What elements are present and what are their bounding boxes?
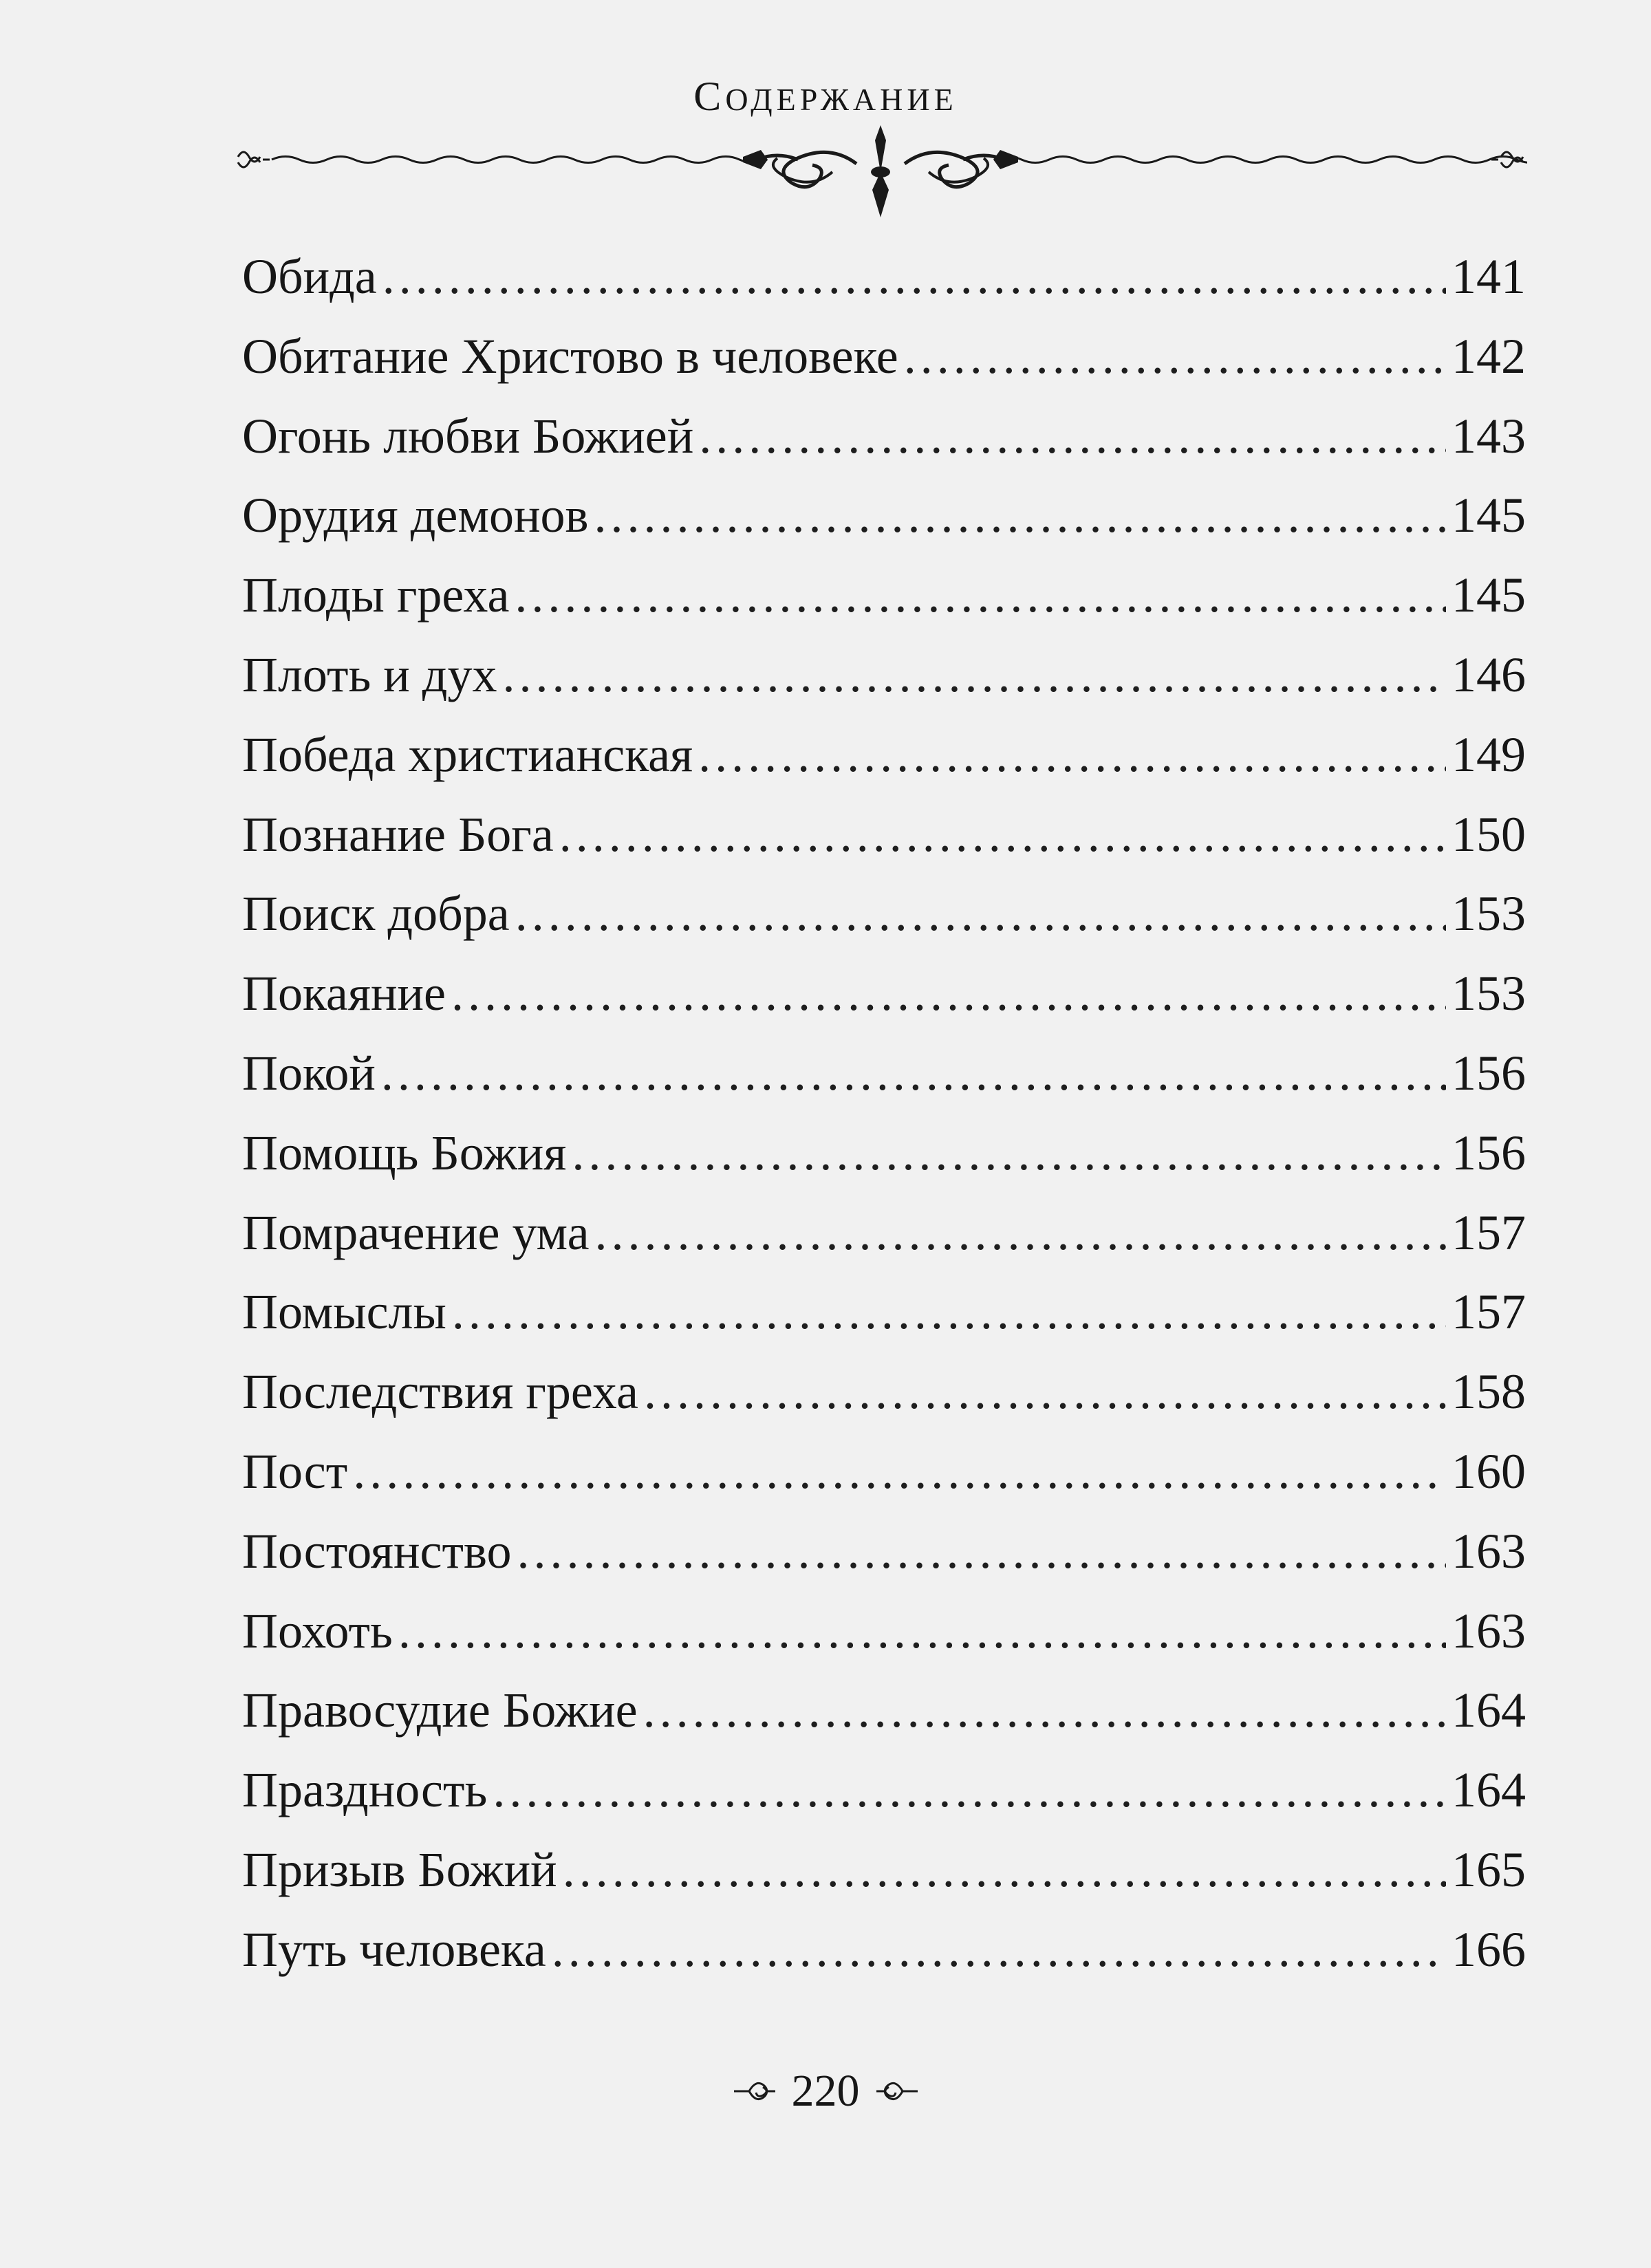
toc-entry-title: Познание Бога bbox=[242, 806, 554, 862]
toc-entry[interactable] bbox=[242, 1671, 1526, 1751]
toc-entry[interactable] bbox=[242, 476, 1526, 556]
dot-leader bbox=[515, 874, 1446, 953]
toc-entry-title: Плоть и дух bbox=[242, 647, 497, 702]
dot-leader bbox=[904, 317, 1446, 396]
dot-leader bbox=[699, 397, 1446, 476]
dot-leader bbox=[398, 1592, 1446, 1671]
dot-leader bbox=[382, 237, 1446, 316]
toc-entry[interactable] bbox=[242, 1194, 1526, 1273]
toc-entry[interactable] bbox=[242, 715, 1526, 795]
dot-leader bbox=[594, 476, 1446, 555]
running-head-initial: С bbox=[693, 74, 726, 119]
dot-leader bbox=[643, 1671, 1446, 1750]
dot-leader bbox=[502, 636, 1446, 715]
toc-entry-page: 153 bbox=[1452, 966, 1526, 1022]
toc-entry-page: 165 bbox=[1452, 1842, 1526, 1897]
toc-entry-title: Огонь любви Божией bbox=[242, 408, 694, 464]
toc-entry-title: Путь человека bbox=[242, 1921, 546, 1977]
dot-leader bbox=[698, 715, 1446, 795]
toc-entry-title: Помрачение ума bbox=[242, 1205, 590, 1260]
toc-entry-page: 143 bbox=[1452, 408, 1526, 464]
toc-entry-page: 142 bbox=[1452, 328, 1526, 384]
toc-entry-page: 145 bbox=[1452, 488, 1526, 543]
toc-entry-title: Покой bbox=[242, 1045, 376, 1101]
toc-entry[interactable] bbox=[242, 1592, 1526, 1672]
toc-entry[interactable] bbox=[242, 556, 1526, 636]
flourish-icon bbox=[731, 2074, 779, 2108]
dot-leader bbox=[381, 1034, 1446, 1113]
dot-leader bbox=[515, 556, 1446, 635]
toc-entry-title: Правосудие Божие bbox=[242, 1683, 638, 1738]
page-footer bbox=[0, 2060, 1651, 2122]
toc-entry-title: Призыв Божий bbox=[242, 1842, 557, 1897]
toc-entry-page: 160 bbox=[1452, 1443, 1526, 1499]
toc-entry[interactable] bbox=[242, 237, 1526, 317]
toc-entry-title: Последствия греха bbox=[242, 1364, 638, 1420]
fleuron-divider-icon bbox=[234, 122, 1527, 219]
dot-leader bbox=[563, 1830, 1446, 1910]
page-number: 220 bbox=[791, 2066, 860, 2116]
toc-entry-page: 157 bbox=[1452, 1284, 1526, 1340]
toc-entry-title: Плоды греха bbox=[242, 568, 510, 623]
toc-entry[interactable] bbox=[242, 1830, 1526, 1910]
dot-leader bbox=[452, 1273, 1446, 1352]
toc-entry-title: Помыслы bbox=[242, 1284, 446, 1340]
toc-entry[interactable] bbox=[242, 954, 1526, 1034]
toc-entry-page: 164 bbox=[1452, 1762, 1526, 1818]
dot-leader bbox=[559, 795, 1446, 874]
toc-entry-page: 153 bbox=[1452, 886, 1526, 942]
toc-entry-title: Постоянство bbox=[242, 1523, 512, 1579]
toc-entry-title: Поиск добра bbox=[242, 886, 510, 942]
toc-entry-title: Обида bbox=[242, 249, 377, 304]
toc-entry[interactable] bbox=[242, 1910, 1526, 1990]
toc-entry-title: Помощь Божия bbox=[242, 1125, 567, 1180]
toc-entry[interactable] bbox=[242, 1114, 1526, 1194]
toc-entry[interactable] bbox=[242, 1034, 1526, 1114]
toc-entry-page: 141 bbox=[1452, 249, 1526, 304]
running-head bbox=[0, 69, 1651, 127]
toc-entry-page: 146 bbox=[1452, 647, 1526, 702]
toc-entry-page: 163 bbox=[1452, 1603, 1526, 1659]
dot-leader bbox=[572, 1114, 1446, 1193]
toc-entry-page: 145 bbox=[1452, 568, 1526, 623]
toc-entry[interactable] bbox=[242, 874, 1526, 954]
toc-entry[interactable] bbox=[242, 1432, 1526, 1512]
toc-entry[interactable] bbox=[242, 636, 1526, 715]
toc-entry-title: Пост bbox=[242, 1443, 348, 1499]
toc-entry-page: 166 bbox=[1452, 1921, 1526, 1977]
running-head-rest: ОДЕРЖАНИЕ bbox=[725, 82, 958, 117]
toc-entry[interactable] bbox=[242, 1352, 1526, 1432]
toc-entry-page: 158 bbox=[1452, 1364, 1526, 1420]
toc-entry[interactable] bbox=[242, 795, 1526, 875]
toc-entry-page: 163 bbox=[1452, 1523, 1526, 1579]
toc-entry-title: Орудия демонов bbox=[242, 488, 589, 543]
toc-entry-page: 157 bbox=[1452, 1205, 1526, 1260]
toc-entry-title: Покаяние bbox=[242, 966, 446, 1022]
dot-leader bbox=[451, 954, 1446, 1033]
toc-entry-title: Праздность bbox=[242, 1762, 488, 1818]
toc-entry[interactable] bbox=[242, 1512, 1526, 1592]
toc-entry[interactable] bbox=[242, 1751, 1526, 1830]
toc-entry-page: 156 bbox=[1452, 1045, 1526, 1101]
flourish-icon bbox=[872, 2074, 920, 2108]
toc-entry-page: 150 bbox=[1452, 806, 1526, 862]
toc-entry[interactable] bbox=[242, 317, 1526, 397]
toc-entry[interactable] bbox=[242, 397, 1526, 477]
dot-leader bbox=[493, 1751, 1446, 1830]
toc-entry-page: 164 bbox=[1452, 1683, 1526, 1738]
dot-leader bbox=[552, 1910, 1446, 1989]
toc-entry-title: Победа христианская bbox=[242, 726, 693, 782]
toc-entry[interactable] bbox=[242, 1273, 1526, 1352]
toc-entry-page: 156 bbox=[1452, 1125, 1526, 1180]
toc-entry-page: 149 bbox=[1452, 726, 1526, 782]
dot-leader bbox=[644, 1352, 1446, 1432]
toc-entry-title: Обитание Христово в человеке bbox=[242, 328, 898, 384]
dot-leader bbox=[353, 1432, 1446, 1511]
dot-leader bbox=[595, 1194, 1446, 1273]
table-of-contents bbox=[242, 237, 1526, 1990]
toc-entry-title: Похоть bbox=[242, 1603, 393, 1659]
dot-leader bbox=[517, 1512, 1446, 1591]
